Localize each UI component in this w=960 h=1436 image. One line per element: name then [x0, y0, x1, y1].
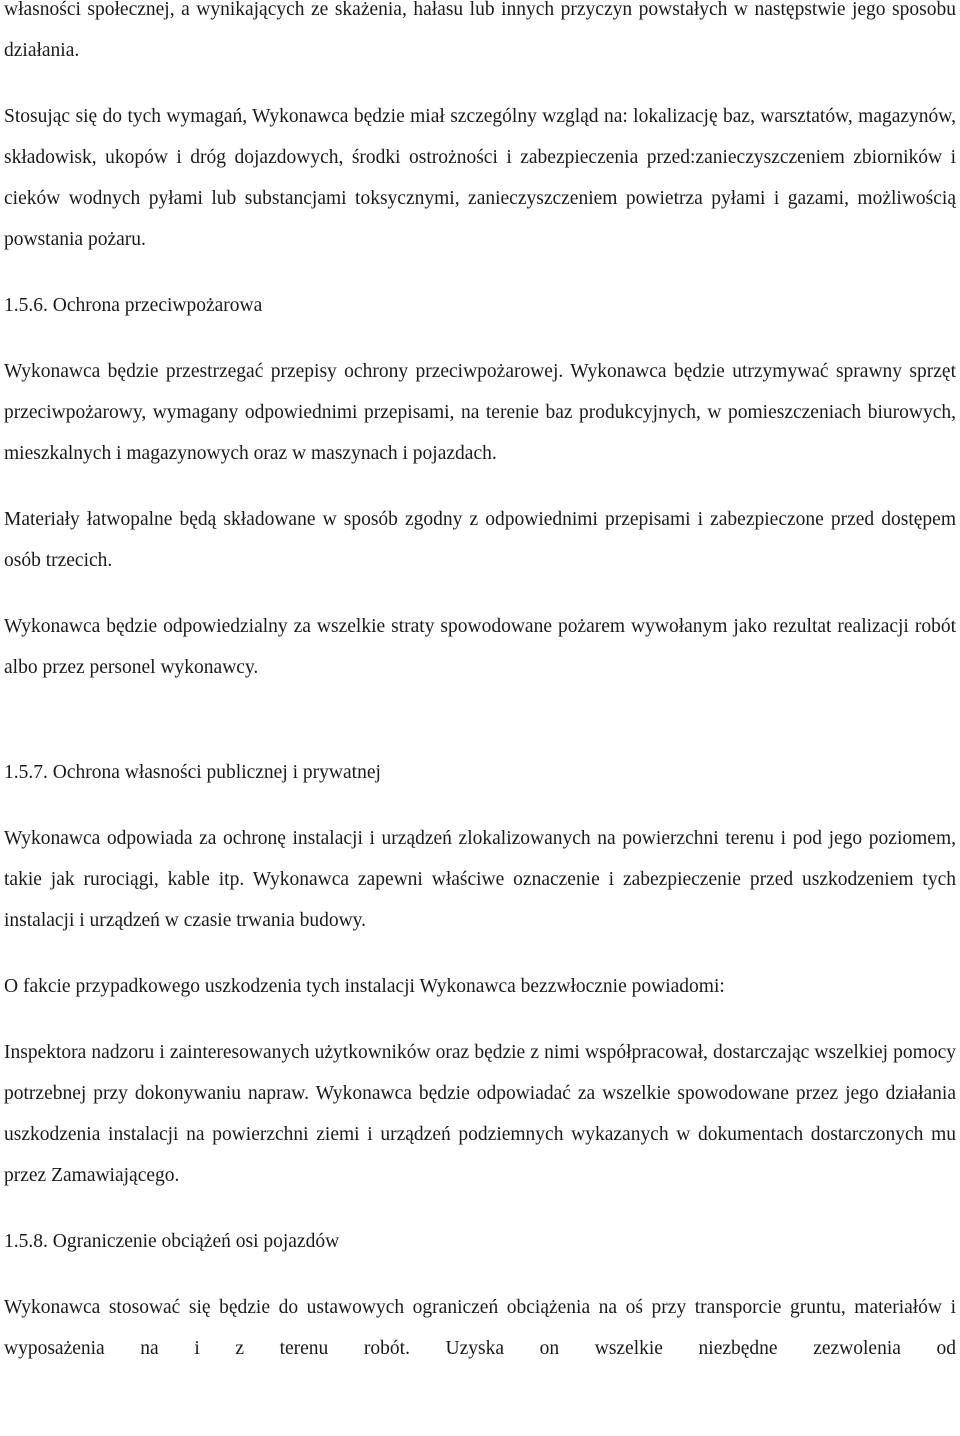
- section-heading-1-5-7: 1.5.7. Ochrona własności publicznej i prywatnej: [4, 762, 381, 783]
- paragraph-fire-1: Wykonawca będzie przestrzegać przepisy ochrony przeciwpożarowej. Wykonawca będzie utrzymywać sprawny sprzęt przeciwpożarowy, wymagany odpowiednimi przepisami, na terenie baz produkcyjnych, w pomieszczeniach biurowych, mieszkalnych i magazynowych oraz w maszynach i pojazdach.: [4, 361, 956, 464]
- document-page: [4, 0, 956, 1369]
- paragraph-intro: własności społecznej, a wynikających ze skażenia, hałasu lub innych przyczyn powstałych w następstwie jego sposobu działania.: [4, 0, 956, 61]
- paragraph-fire-3: Wykonawca będzie odpowiedzialny za wszelkie straty spowodowane pożarem wywołanym jako rezultat realizacji robót albo przez personel wykonawcy.: [4, 616, 956, 678]
- paragraph-axle-load: Wykonawca stosować się będzie do ustawowych ograniczeń obciążenia na oś przy transporcie gruntu, materiałów i wyposażenia na i z terenu robót. Uzyska on wszelkie niezbędne zezwolenia od: [4, 1297, 956, 1359]
- paragraph-property-1: Wykonawca odpowiada za ochronę instalacji i urządzeń zlokalizowanych na powierzchni terenu i pod jego poziomem, takie jak rurociągi, kable itp. Wykonawca zapewni właściwe oznaczenie i zabezpieczenie przed uszkodzeniem tych instalacji i urządzeń w czasie trwania budowy.: [4, 828, 956, 931]
- paragraph-property-2: O fakcie przypadkowego uszkodzenia tych instalacji Wykonawca bezzwłocznie powiadomi:: [4, 976, 725, 997]
- section-heading-1-5-8: 1.5.8. Ograniczenie obciążeń osi pojazdów: [4, 1231, 340, 1252]
- section-heading-1-5-6: 1.5.6. Ochrona przeciwpożarowa: [4, 295, 263, 316]
- paragraph-fire-2: Materiały łatwopalne będą składowane w sposób zgodny z odpowiednimi przepisami i zabezpieczone przed dostępem osób trzecich.: [4, 509, 956, 571]
- paragraph-environment: Stosując się do tych wymagań, Wykonawca będzie miał szczególny wzgląd na: lokalizację baz, warsztatów, magazynów, składowisk, ukopów i dróg dojazdowych, środki ostrożności i zabezpieczenia przed:zanieczyszczeniem zbiorników i cieków wodnych pyłami lub substancjami toksycznymi, zanieczyszczeniem powietrza pyłami i gazami, możliwością powstania pożaru.: [4, 106, 956, 250]
- paragraph-property-3: Inspektora nadzoru i zainteresowanych użytkowników oraz będzie z nimi współpracował, dostarczając wszelkiej pomocy potrzebnej przy dokonywaniu napraw. Wykonawca będzie odpowiadać za wszelkie spowodowane przez jego działania uszkodzenia instalacji na powierzchni ziemi i urządzeń podziemnych wykazanych w dokumentach dostarczonych mu przez Zamawiającego.: [4, 1042, 956, 1186]
